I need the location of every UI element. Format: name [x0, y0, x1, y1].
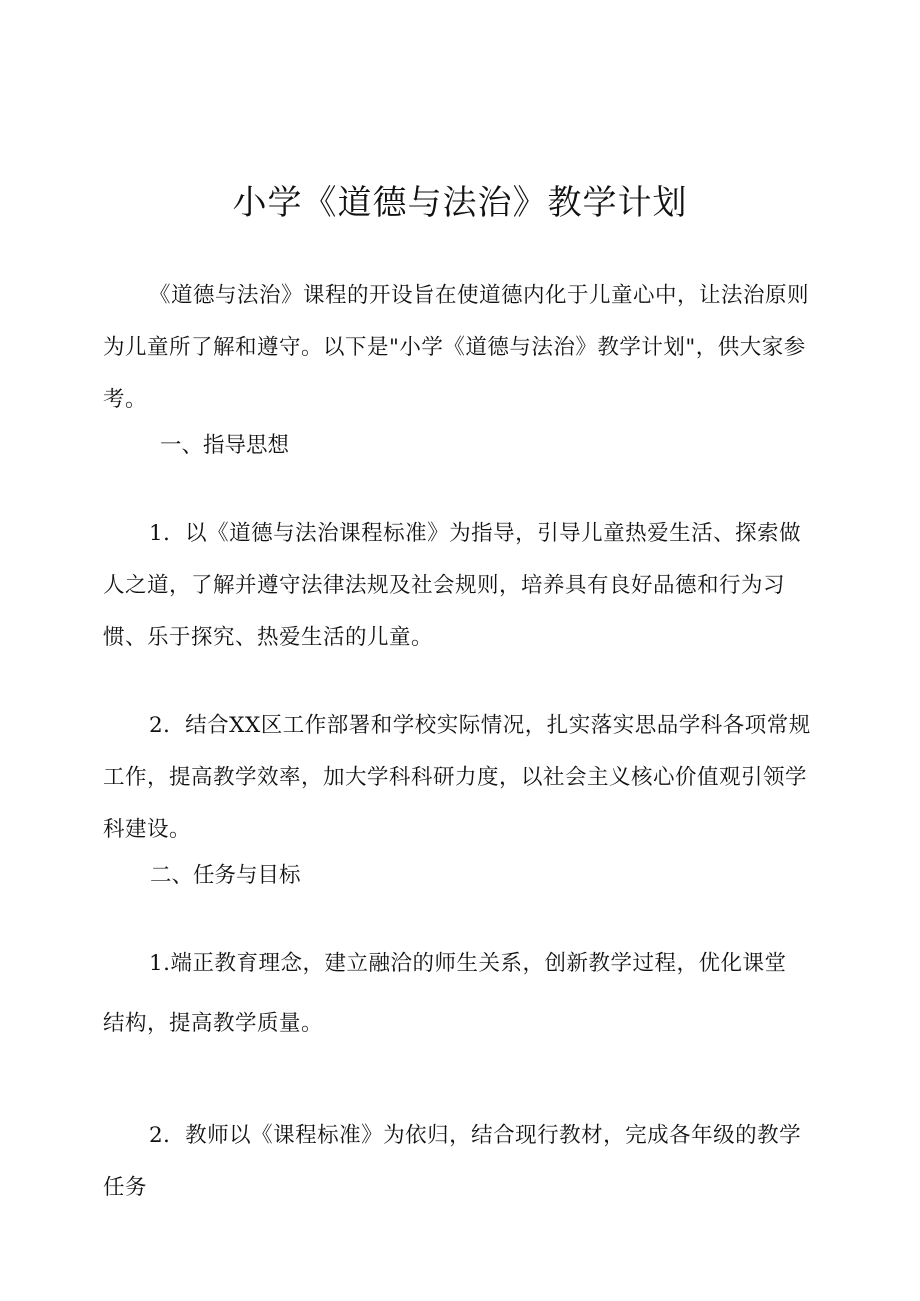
- section-heading-tasks-goals: 二、任务与目标: [150, 863, 301, 888]
- tasks-item-2: 2．教师以《课程标准》为依归，结合现行教材，完成各年级的教学任务: [103, 1123, 802, 1200]
- tasks-item-1-line-2: 结构，提高教学质量。: [103, 1011, 324, 1036]
- guiding-item-2: 2．结合XX区工作部署和学校实际情况，扎实落实思品学科各项常规工作，提高教学效率，加大学科科研力度，以社会主义核心价值观引领学科建设。: [103, 713, 811, 842]
- intro-paragraph: 《道德与法治》课程的开设旨在使道德内化于儿童心中，让法治原则为儿童所了解和遵守。以下是"小学《道德与法治》教学计划"，供大家参考。: [103, 283, 810, 412]
- tasks-item-1-line-1: 1.端正教育理念，建立融洽的师生关系，创新教学过程，优化课堂: [149, 951, 787, 976]
- guiding-item-1: 1．以《道德与法治课程标准》为指导，引导儿童热爱生活、探索做人之道，了解并遵守法律法规及社会规则，培养具有良好品德和行为习惯、乐于探究、热爱生活的儿童。: [103, 521, 802, 650]
- section-heading-guiding-ideology: 一、指导思想: [160, 433, 290, 458]
- page-title: 小学《道德与法治》教学计划: [232, 183, 688, 223]
